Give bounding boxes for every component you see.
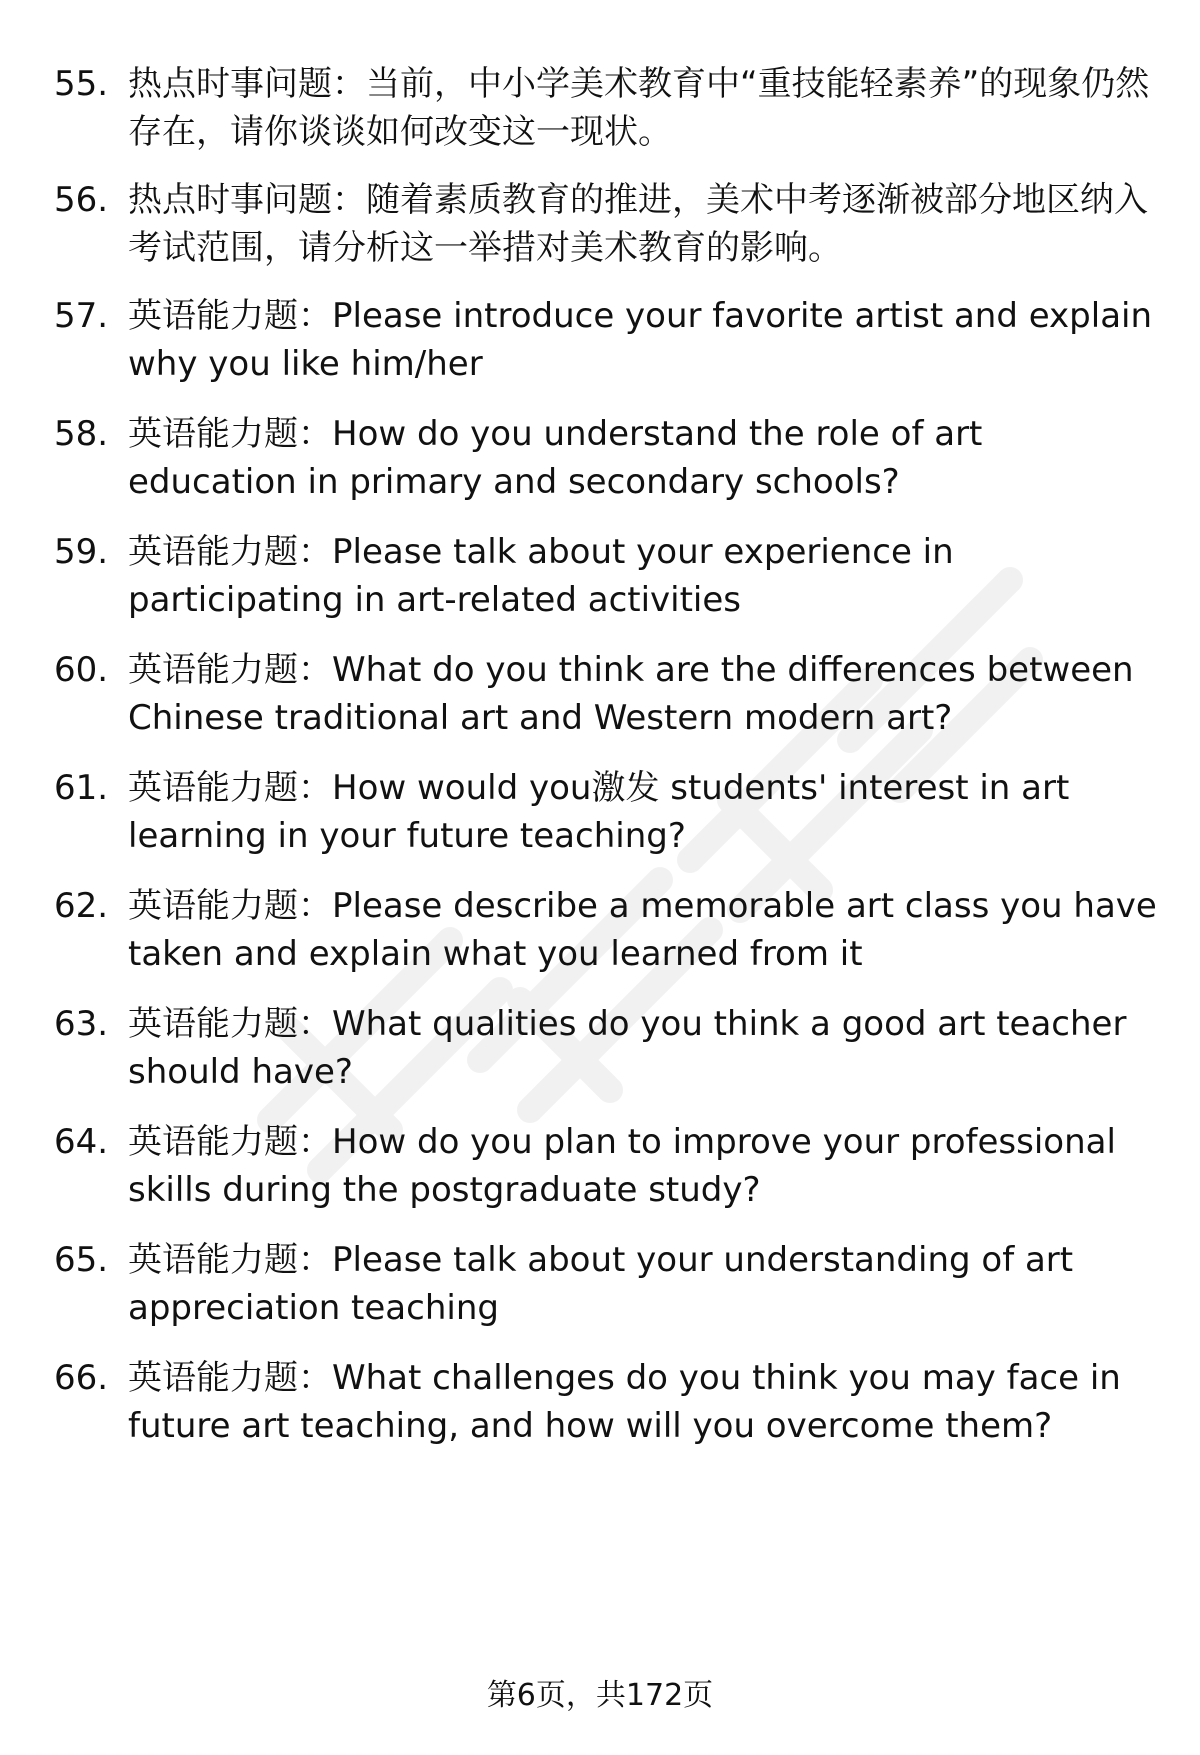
question-text: 英语能力题：What qualities do you think a good art teacher should have?	[128, 1004, 1127, 1092]
question-text: 英语能力题：Please talk about your understanding of art appreciation teaching	[128, 1240, 1074, 1328]
question-text: 热点时事问题：当前，中小学美术教育中“重技能轻素养”的现象仍然存在，请你谈谈如何改变这一现状。	[128, 64, 1150, 152]
question-number: 60.	[54, 650, 109, 690]
question-text: 英语能力题：Please introduce your favorite artist and explain why you like him/her	[128, 296, 1153, 384]
question-number: 64.	[54, 1122, 109, 1162]
question-number: 57.	[54, 296, 109, 336]
question-number: 66.	[54, 1358, 109, 1398]
question-number: 56.	[54, 180, 109, 220]
question-number: 59.	[54, 532, 109, 572]
question-text: 英语能力题：What do you think are the differences between Chinese traditional art and Western modern art?	[128, 650, 1134, 738]
question-text: 英语能力题：How do you plan to improve your professional skills during the postgraduate study?	[128, 1122, 1116, 1210]
question-number: 65.	[54, 1240, 109, 1280]
question-text: 热点时事问题：随着素质教育的推进，美术中考逐渐被部分地区纳入考试范围，请分析这一举措对美术教育的影响。	[128, 180, 1148, 268]
question-number: 55.	[54, 64, 109, 104]
question-number: 63.	[54, 1004, 109, 1044]
question-number: 58.	[54, 414, 109, 454]
question-text: 英语能力题：Please talk about your experience in participating in art-related activities	[128, 532, 954, 620]
page-footer: 第6页，共172页	[486, 1678, 714, 1713]
question-text: 英语能力题：How would you激发 students' interest in art learning in your future teaching?	[128, 768, 1070, 856]
question-text: 英语能力题：How do you understand the role of art education in primary and secondary schools?	[128, 414, 983, 502]
question-text: 英语能力题：Please describe a memorable art class you have taken and explain what you learned from it	[128, 886, 1157, 974]
question-number: 61.	[54, 768, 109, 808]
question-number: 62.	[54, 886, 109, 926]
question-text: 英语能力题：What challenges do you think you may face in future art teaching, and how will you overcome them?	[128, 1358, 1121, 1446]
